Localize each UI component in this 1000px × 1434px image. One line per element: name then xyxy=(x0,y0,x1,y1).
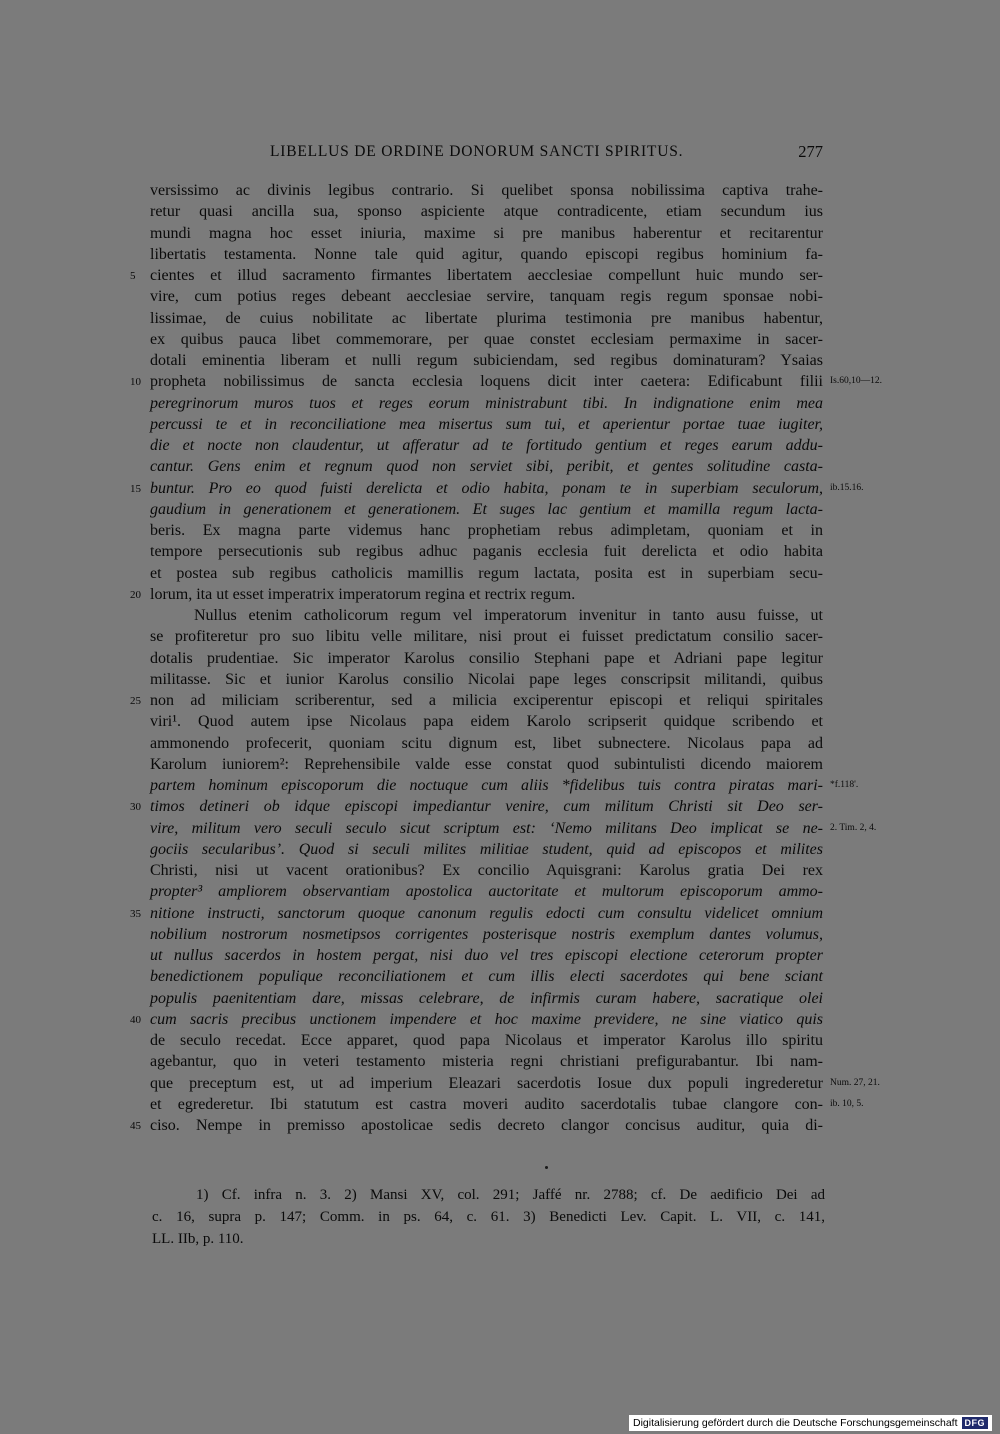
line-text: militasse. Sic et iunior Karolus consilio Nicolai pape leges conscripsit militandi, quibus xyxy=(150,670,823,688)
line-text: lorum, ita ut esset imperatrix imperatorum regina et rectrix regum. xyxy=(150,585,576,603)
line-text: cientes et illud sacramento firmantes libertatem aecclesiae compellunt huic mundo ser- xyxy=(150,267,823,284)
line-text: cum sacris precibus unctionem impendere et hoc maxime previdere, ne sine viatico quis xyxy=(150,1010,823,1028)
line-number: 5 xyxy=(130,270,136,282)
text-line xyxy=(150,329,823,350)
text-line xyxy=(150,924,823,945)
running-header xyxy=(150,143,823,167)
line-text: peregrinorum muros tuos et reges eorum ministrabunt tibi. In indignatione enim mea xyxy=(150,394,823,412)
line-text: Karolum iuniorem²: Reprehensibile valde esse constat quod subintulisti dicendo maiorem xyxy=(150,755,823,773)
text-line xyxy=(150,1094,864,1115)
line-text: viri¹. Quod autem ipse Nicolaus papa eidem Karolo scripserit quidque scribendo et xyxy=(150,713,823,731)
text-line xyxy=(150,308,823,329)
line-text: propter³ ampliorem observantiam apostolica auctoritate et multorum episcoporum ammo- xyxy=(150,883,823,901)
line-text: se profiteretur pro suo libitu velle militare, nisi prout ei fuisset predictatum consilio sacer- xyxy=(150,628,823,646)
text-line xyxy=(130,265,823,286)
text-line xyxy=(150,648,823,669)
text-line xyxy=(150,520,823,541)
text-line xyxy=(150,456,823,477)
text-line xyxy=(150,244,823,265)
line-number: 20 xyxy=(130,588,141,601)
footnotes xyxy=(152,1184,825,1250)
text-line xyxy=(130,903,823,924)
line-text: mundi magna hoc esset iniuria, maxime si pre manibus haberentur et recitarentur xyxy=(150,224,823,242)
text-line xyxy=(150,563,823,584)
text-line xyxy=(150,350,823,371)
text-line xyxy=(130,371,882,392)
line-text: percussi te et in reconciliatione mea misertus sum tui, et aperientur portae tuae iugiter, xyxy=(150,415,823,433)
text-line xyxy=(150,1073,880,1094)
line-text: ciso. Nempe in premisso apostolicae sedis decreto clangor concisus auditur, quia di- xyxy=(150,1117,823,1134)
line-text: buntur. Pro eo quod fuisti derelicta et odio habita, ponam te in superbiam seculorum, xyxy=(150,479,823,497)
digitization-credit[interactable] xyxy=(629,1415,992,1431)
body-text xyxy=(130,180,882,1136)
line-text: partem hominum episcoporum die noctuque cum aliis *fidelibus tuis contra piratas mari- xyxy=(150,777,823,794)
text-line xyxy=(150,754,823,775)
line-text: timos detineri ob idque episcopi impediantur venire, cum militum Christi sit Deo ser- xyxy=(150,798,823,816)
line-text: gociis secularibus’. Quod si seculi milites militiae student, quid ad episcopos et milites xyxy=(150,840,823,858)
text-line xyxy=(150,775,859,796)
line-number: 35 xyxy=(130,907,141,920)
line-text: versissimo ac divinis legibus contrario. Si quelibet sponsa nobilissima captiva trahe- xyxy=(150,182,823,199)
line-text: gaudium in generationem et generationem. Et suges lac gentium et mamilla regum lacta- xyxy=(150,500,823,518)
text-line xyxy=(150,860,823,881)
line-number: 45 xyxy=(130,1120,141,1132)
text-line xyxy=(150,605,823,626)
text-line xyxy=(150,945,823,966)
page-number: 277 xyxy=(798,142,823,161)
line-text: ammonendo profecerit, quoniam scitu dignum est, libet subnectere. Nicolaus papa ad xyxy=(150,734,823,752)
text-line xyxy=(130,478,864,499)
line-text: que preceptum est, ut ad imperium Eleazari sacerdotis Iosue dux populi ingrederetur xyxy=(150,1074,823,1092)
line-text: non ad miliciam scriberentur, sed a milicia exciperentur episcopi et reliqui spiritales xyxy=(150,692,823,709)
footnote-line: 1) Cf. infra n. 3. 2) Mansi XV, col. 291; Jaffé nr. 2788; cf. De aedificio Dei ad xyxy=(196,1187,825,1203)
line-text: dotalis prudentiae. Sic imperator Karolus consilio Stephani pape et Adriani pape legitur xyxy=(150,649,823,667)
marginal-note: 2. Tim. 2, 4. xyxy=(830,822,877,833)
line-text: die et nocte non claudentur, ut afferatur ad te fortitudo gentium et reges earum addu- xyxy=(150,437,823,454)
text-line xyxy=(150,711,823,732)
line-text: ut nullus sacerdos in hostem pergat, nisi duo vel tres episcopi electione ceterorum propter xyxy=(150,947,823,964)
line-text: benedictionem populique reconciliationem et cum illis electi sacerdotes qui bene sciant xyxy=(150,968,823,986)
text-line xyxy=(150,839,823,860)
line-text: dotali eminentia liberam et nulli regum subiciendam, sed regibus dominaturam? Ysaias xyxy=(150,352,823,369)
line-text: vire, cum potius reges debeant aecclesiae servire, tanquam regis regum sponsae nobi- xyxy=(150,288,823,306)
line-text: propheta nobilissimus de sancta ecclesia loquens dicit inter caetera: Edificabunt filii xyxy=(150,373,823,391)
line-number: 30 xyxy=(130,801,141,814)
text-line xyxy=(150,881,823,902)
credit-text: Digitalisierung gefördert durch die Deutsche Forschungsgemeinschaft xyxy=(632,1417,958,1429)
text-line xyxy=(150,1051,823,1072)
line-text: ex quibus pauca libet commemorare, per quae constet ecclesiam permaxime in sacer- xyxy=(150,330,823,348)
line-number: 10 xyxy=(130,376,141,389)
text-line xyxy=(130,584,823,605)
line-text: vire, militum vero seculi seculo sicut scriptum est: ‘Nemo militans Deo implicat se ne- xyxy=(150,819,823,837)
line-text: nitione instructi, sanctorum quoque canonum regulis edocti cum consultu videlicet omnium xyxy=(150,904,823,922)
marginal-note: Num. 27, 21. xyxy=(830,1077,880,1088)
line-text: populis paenitentiam dare, missas celebrare, de infirmis curam habere, sacratique olei xyxy=(150,989,823,1007)
line-text: retur quasi ancilla sua, sponso aspiciente atque contradicente, etiam secundum ius xyxy=(150,203,823,221)
dfg-logo: DFG xyxy=(962,1417,989,1429)
line-text: tempore persecutionis sub regibus adhuc paganis ecclesia fuit derelicta et odio habita xyxy=(150,543,823,561)
text-line xyxy=(150,988,823,1009)
text-line xyxy=(150,201,823,222)
footnote-separator xyxy=(545,1166,548,1169)
running-title: LIBELLUS DE ORDINE DONORUM SANCTI SPIRITUS. xyxy=(270,143,684,160)
line-text: et postea sub regibus catholicis mamillis regum lactata, posita est in superbiam secu- xyxy=(150,564,823,582)
footnote-line: LL. IIb, p. 110. xyxy=(152,1231,244,1247)
text-line xyxy=(150,414,823,435)
line-text: de seculo recedat. Ecce apparet, quod papa Nicolaus et imperator Karolus illo spiritu xyxy=(150,1032,823,1049)
line-text: nobilium nostrorum nosmetipsos corrigentes posterisque nostris exemplum dantes volumus, xyxy=(150,925,823,943)
text-line xyxy=(150,966,823,987)
text-line xyxy=(150,223,823,244)
line-text: agebantur, quo in veteri testamento misteria regni christiani prefigurabantur. Ibi nam- xyxy=(150,1053,823,1071)
marginal-note: *f.118'. xyxy=(830,780,859,790)
text-line xyxy=(130,796,823,817)
line-number: 25 xyxy=(130,695,141,707)
line-text: beris. Ex magna parte videmus hanc prophetiam rebus adimpletam, quoniam et in xyxy=(150,522,823,539)
text-line xyxy=(150,393,823,414)
text-line xyxy=(150,435,823,456)
text-line xyxy=(150,669,823,690)
marginal-note: Is.60,10—12. xyxy=(830,376,882,387)
text-line xyxy=(130,1009,823,1030)
text-line xyxy=(130,690,823,711)
marginal-note: ib.15.16. xyxy=(830,482,864,493)
text-line xyxy=(150,286,823,307)
line-number: 40 xyxy=(130,1013,141,1026)
text-line xyxy=(150,180,823,201)
text-line xyxy=(150,1030,823,1051)
line-text: libertatis testamenta. Nonne tale quid agitur, quando episcopi regibus hominium fa- xyxy=(150,245,823,263)
text-line xyxy=(150,499,823,520)
line-text: Nullus etenim catholicorum regum vel imperatorum invenitur in tanto ausu fuisse, ut xyxy=(194,607,823,624)
line-text: et egrederetur. Ibi statutum est castra moveri audito sacerdotalis tubae clangore con- xyxy=(150,1095,823,1113)
text-line xyxy=(130,1115,823,1136)
text-line xyxy=(150,626,823,647)
line-text: Christi, nisi ut vacent orationibus? Ex concilio Aquisgrani: Karolus gratia Dei rex xyxy=(150,862,823,879)
line-text: cantur. Gens enim et regnum quod non serviet sibi, peribit, et gentes solitudine casta- xyxy=(150,458,823,476)
text-line xyxy=(150,541,823,562)
footnote-line: c. 16, supra p. 147; Comm. in ps. 64, c. 61. 3) Benedicti Lev. Capit. L. VII, c. 141, xyxy=(152,1209,825,1225)
text-line xyxy=(150,818,877,839)
marginal-note: ib. 10, 5. xyxy=(830,1098,864,1109)
line-text: lissimae, de cuius nobilitate ac libertate plurima testimonia pre manibus habentur, xyxy=(150,309,823,327)
line-number: 15 xyxy=(130,482,141,495)
text-line xyxy=(150,733,823,754)
